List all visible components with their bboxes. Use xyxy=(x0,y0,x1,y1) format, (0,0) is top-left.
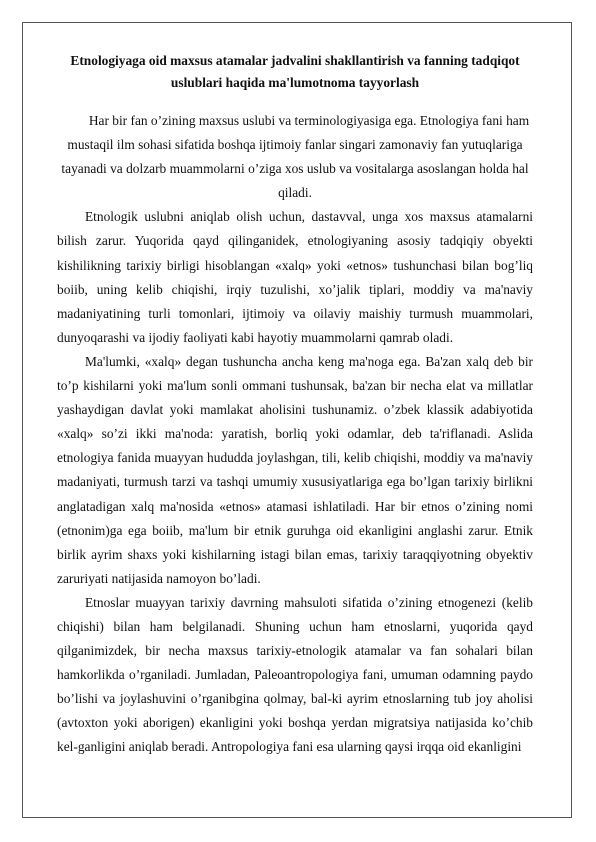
body-paragraph-1: Etnologik uslubni aniqlab olish uchun, dastavval, unga xos maxsus atamalarni bilish zarur. Yuqorida qayd qilinganidek, etnologiyaning asosiy tadqiqiy obyekti kishilikning tarixiy birligi hisoblangan «xalq» yoki «etnos» tushunchasi bilan bog’liq boiib, uning kelib chiqishi, irqiy tuzulishi, xo’jalik tiplari, moddiy va ma'naviy madaniyatining turli tomonlari, ijtimoiy va oilaviy maishiy turmush muammolari, dunyoqarashi va ijodiy faoliyati kabi hayotiy muammolarni qamrab oladi. xyxy=(57,209,533,345)
body-paragraph-3: Etnoslar muayyan tarixiy davrning mahsuloti sifatida o’zining etnogenezi (kelib chiqishi) bilan ham belgilanadi. Shuning uchun ham etnoslarni, yuqorida qayd qilganimizdek, bir necha maxsus tarixiy-etnologik atamalar va fan sohalari bilan hamkorlikda o’rganiladi. Jumladan, Paleoantropologiya fani, umuman odamning paydo bo’lishi va joylashuvini o’rganibgina qolmay, bal-ki ayrim etnoslarning tub joy aholisi (avtoxton yoki aborigen) ekanligini yoki boshqa yerdan migratsiya natijasida ko’chib kel-ganligini aniqlab beradi. Antropologiya fani esa ularning qaysi irqqa oid ekanligini xyxy=(57,594,533,755)
document-title: Etnologiyaga oid maxsus atamalar jadvalini shakllantirish va fanning tadqiqot uslublari haqida ma'lumotnoma tayyorlash xyxy=(70,53,520,90)
body-paragraph-2: Ma'lumki, «xalq» degan tushuncha ancha keng ma'noga ega. Ba'zan xalq deb bir to’p kishilarni yoki ma'lum sonli ommani tushunsak, ba'zan bir necha elat va millatlar yashaydigan davlat yoki mamlakat aholisini tushunamiz. o’zbek klassik adabiyotida «xalq» so’zi ikki ma'noda: yaratish, borliq yoki odamlar, deb ta'riflanadi. Aslida etnologiya fanida muayyan hududda joylashgan, tili, kelib chiqishi, moddiy va ma'naviy madaniyati, turmush tarzi va tashqi umumiy xususiyatlariga ega bo’lgan tarixiy birlikni anglatadigan xalq ma'nosida «etnos» atamasi ishlatiladi. Har bir etnos o’zining nomi (etnonim)ga ega boiib, ma'lum bir etnik guruhga oid ekanligini anglashi zarur. Etnik birlik ayrim shaxs yoki kishilarning istagi bilan emas, tarixiy taraqqiyotning obyektiv zaruriyati natijasida namoyon bo’ladi. xyxy=(57,353,533,586)
intro-paragraph: Har bir fan o’zining maxsus uslubi va terminologiyasiga ega. Etnologiya fani ham mustaqil ilm sohasi sifatida boshqa ijtimoiy fanlar singari zamonaviy fan yutuqlariga tayanadi va dolzarb muammolarni o’ziga xos uslub va vositalarga asoslangan holda hal qiladi. xyxy=(61,113,530,201)
document-body xyxy=(57,50,533,760)
